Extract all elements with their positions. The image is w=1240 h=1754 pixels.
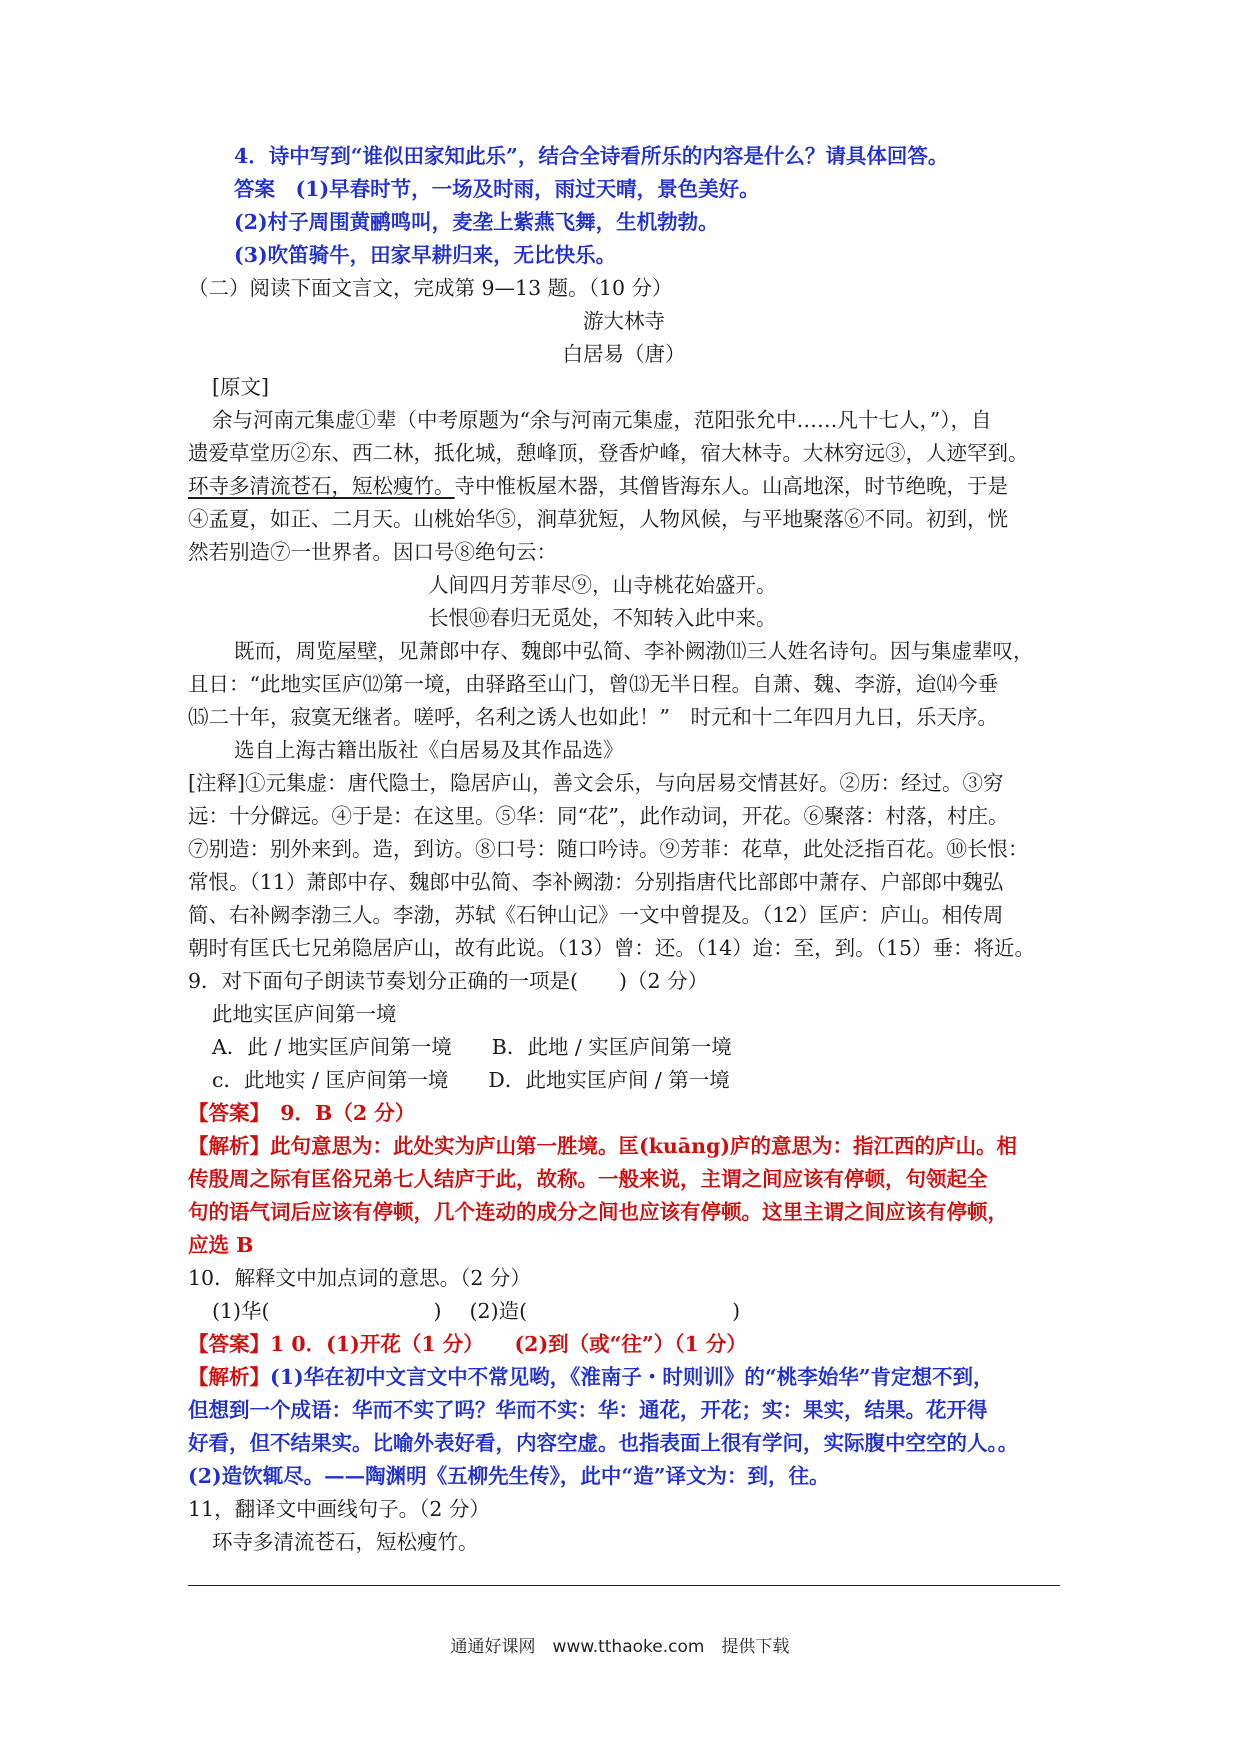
q10-analysis-line: 但想到一个成语：华而不实了吗？华而不实：华：通花，开花；实：果实，结果。花开得 (188, 1398, 988, 1422)
notes-line: [注释]①元集虚：唐代隐士，隐居庐山，善文会乐，与向居易交情甚好。②历：经过。③穷 (188, 771, 1004, 795)
q9-option-d: D．此地实匡庐间 / 第一境 (488, 1068, 730, 1092)
section2-header: （二）阅读下面文言文，完成第 9—13 题。（10 分） (188, 276, 673, 300)
q11-sentence: 环寺多清流苍石，短松瘦竹。 (212, 1530, 479, 1554)
passage-line: 余与河南元集虚①辈（中考原题为“余与河南元集虚，范阳张允中……凡十七人，”），自 (212, 408, 992, 432)
q4-question: 4．诗中写到“谁似田家知此乐”，结合全诗看所乐的内容是什么？请具体回答。 (234, 144, 949, 168)
underlined-sentence: 环寺多清流苍石，短松瘦竹。 (188, 474, 455, 498)
q10-answer: 【答案】1 0．(1)开花（1 分） (2)到（或“往”）（1 分） (188, 1332, 747, 1356)
q10-question: 10．解释文中加点词的意思。（2 分） (188, 1266, 531, 1290)
q9-question: 9．对下面句子朗读节奏划分正确的一项是( )（2 分） (188, 969, 709, 993)
passage-line: 且日：“此地实匡庐⑿第一境，由驿路至山门，曾⒀无半日程。自萧、魏、李游，迨⒁今垂 (188, 672, 998, 696)
passage-line (188, 470, 1060, 503)
q9-option-a: A．此 / 地实匡庐间第一境 (212, 1035, 452, 1059)
q10-blanks (188, 1295, 1060, 1328)
notes-line: 朝时有匡氏七兄弟隐居庐山，故有此说。（13）曾：还。（14）迨：至，到。（15）垂：将近。 (188, 936, 1036, 960)
q11-question: 11，翻译文中画线句子。（2 分） (188, 1497, 490, 1521)
q4-answer-3: (3)吹笛骑牛，田家早耕归来，无比快乐。 (234, 243, 617, 267)
footer-divider (188, 1585, 1060, 1586)
q9-options-row-1 (188, 1031, 1060, 1064)
q9-option-c: c．此地实 / 匡庐间第一境 (212, 1068, 449, 1092)
notes-line: 简、右补阙李渤三人。李渤，苏轼《石钟山记》一文中曾提及。（12）匡庐：庐山。相传周 (188, 903, 1004, 927)
q10-analysis-label: 【解析】 (188, 1365, 270, 1389)
passage-line: 遗爱草堂历②东、西二林，抵化城，憩峰顶，登香炉峰，宿大林寺。大林穷远③，人迹罕到。 (188, 441, 1029, 465)
q10-analysis-line: 好看，但不结果实。比喻外表好看，内容空虚。也指表面上很有学问，实际腹中空空的人。。 (188, 1431, 1019, 1455)
poem-line: 长恨⑩春归无觅处，不知转入此中来。 (428, 606, 777, 630)
q10-blank-1: (1)华( ) (212, 1299, 442, 1323)
document-page (188, 140, 1060, 1559)
passage-line: 然若别造⑦一世界者。因口号⑧绝句云： (188, 540, 557, 564)
q10-blank-2: (2)造( ) (469, 1299, 741, 1323)
original-label: [原文] (212, 375, 269, 399)
q9-answer: 【答案】 9．B（2 分） (188, 1101, 416, 1125)
passage-line: 既而，周览屋壁，见萧郎中存、魏郎中弘简、李补阙渤⑾三人姓名诗句。因与集虚辈叹， (234, 639, 1034, 663)
page-footer: 通通好课网 www.tthaoke.com 提供下载 (450, 1637, 790, 1657)
q9-options-row-2 (188, 1064, 1060, 1097)
q9-analysis-line: 传殷周之际有匡俗兄弟七人结庐于此，故称。一般来说，主谓之间应该有停顿，句领起全 (188, 1167, 988, 1191)
notes-line: 常恨。（11）萧郎中存、魏郎中弘简、李补阙渤：分别指唐代比部郎中萧存、户部郎中魏弘 (188, 870, 1004, 894)
q10-analysis-line (188, 1361, 1060, 1394)
passage-author: 白居易（唐） (562, 342, 686, 366)
q10-analysis-first: (1)华在初中文言文中不常见哟，《淮南子・时则训》的“桃李始华”肯定想不到， (270, 1365, 994, 1389)
poem-line: 人间四月芳菲尽⑨，山寺桃花始盛开。 (428, 573, 777, 597)
q9-option-b: B．此地 / 实匡庐间第一境 (491, 1035, 732, 1059)
q9-analysis-line: 应选 B (188, 1233, 254, 1257)
passage-title: 游大林寺 (583, 309, 665, 333)
q10-analysis-line: (2)造饮辄尽。——陶渊明《五柳先生传》，此中“造”译文为：到，往。 (188, 1464, 830, 1488)
q4-answer-2: (2)村子周围黄鹂鸣叫，麦垄上紫燕飞舞，生机勃勃。 (234, 210, 719, 234)
passage-line: ④孟夏，如正、二月天。山桃始华⑤，涧草犹短，人物风候，与平地聚落⑥不同。初到，恍 (188, 507, 1008, 531)
q9-sentence: 此地实匡庐间第一境 (212, 1002, 397, 1026)
passage-line: ⒂二十年，寂寞无继者。嗟呼，名利之诱人也如此！” 时元和十二年四月九日，乐天序。 (188, 705, 998, 729)
passage-source: 选自上海古籍出版社《白居易及其作品选》 (234, 738, 624, 762)
notes-line: ⑦别造：别外来到。造，到访。⑧口号：随口吟诗。⑨芳菲：花草，此处泛指百花。⑩长恨： (188, 837, 1029, 861)
notes-line: 远：十分僻远。④于是：在这里。⑤华：同“花”，此作动词，开花。⑥聚落：村落，村庄。 (188, 804, 1009, 828)
q4-answer-1: 答案 (1)早春时节，一场及时雨，雨过天晴，景色美好。 (234, 177, 760, 201)
passage-line-rest: 寺中惟板屋木器，其僧皆海东人。山高地深，时节绝晚，于是 (454, 474, 1008, 498)
q9-analysis-line: 句的语气词后应该有停顿，几个连动的成分之间也应该有停顿。这里主谓之间应该有停顿， (188, 1200, 1008, 1224)
q9-analysis-line: 【解析】此句意思为：此处实为庐山第一胜境。匡(kuāng)庐的意思为：指江西的庐山。相 (188, 1134, 1018, 1158)
